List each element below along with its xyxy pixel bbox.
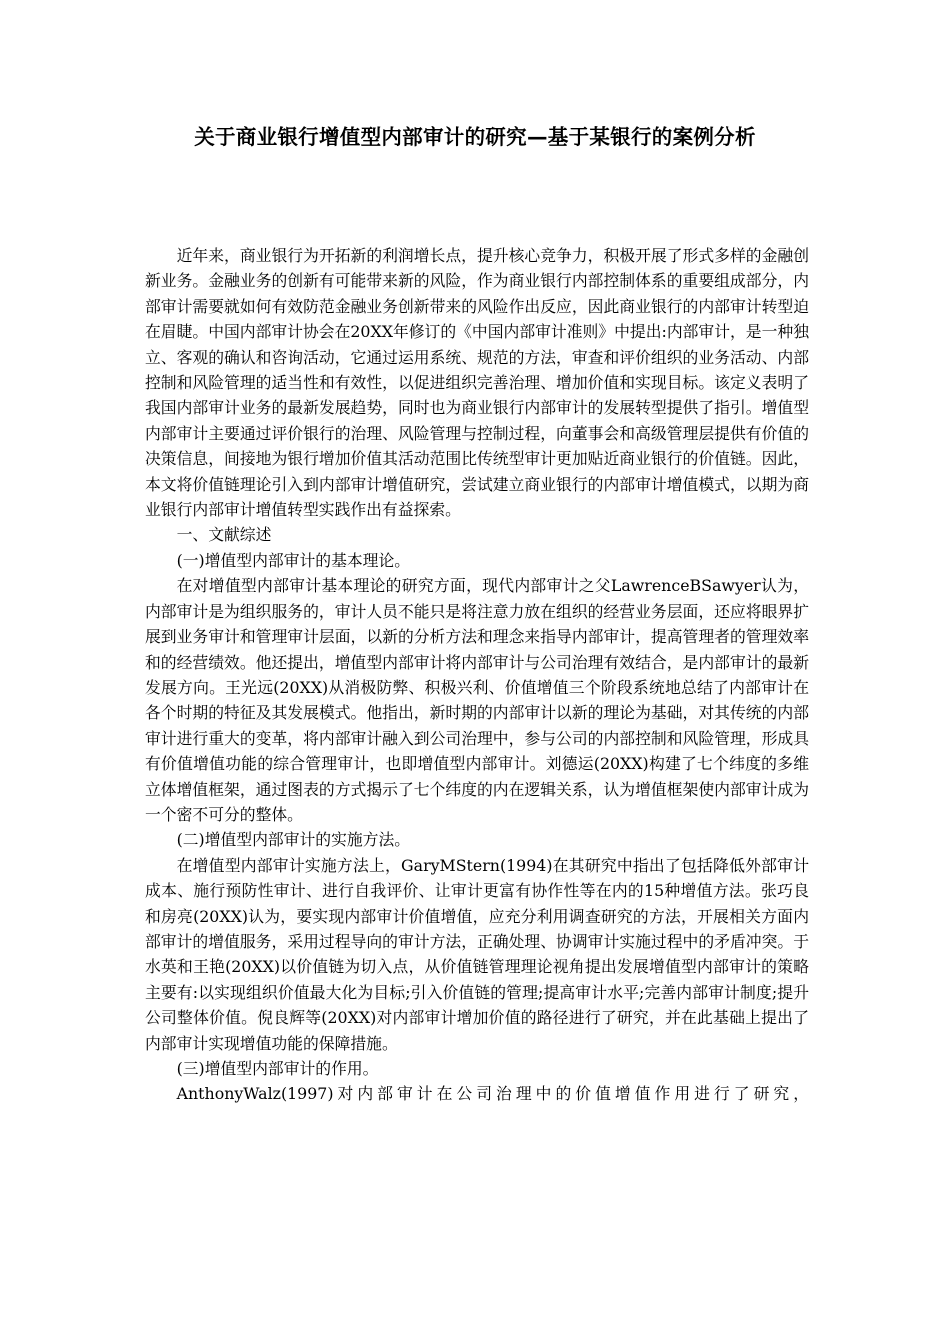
document-body — [145, 243, 809, 1107]
subsection-heading-basic-theory: (一)增值型内部审计的基本理论。 — [176, 550, 411, 570]
paragraph-role: AnthonyWalz(1997)对内部审计在公司治理中的价值增值作用进行了研究， — [176, 1084, 809, 1104]
document-title: 关于商业银行增值型内部审计的研究—基于某银行的案例分析 — [194, 125, 756, 149]
paragraph-basic-theory: 在对增值型内部审计基本理论的研究方面，现代内部审计之父LawrenceBSawyer认为，内部审计是为组织服务的，审计人员不能只是将注意力放在组织的经营业务层面，还应将眼界扩展到业务审计和管理审计层面，以新的分析方法和理念来指导内部审计，提高管理者的管理效率和的经营绩效。他还提出，增值型内部审计将内部审计与公司治理有效结合，是内部审计的最新发展方向。王光远(20XX)从消极防弊、积极兴利、价值增值三个阶段系统地总结了内部审计在各个时期的特征及其发展模式。他指出，新时期的内部审计以新的理论为基础，对其传统的内部审计进行重大的变革，将内部审计融入到公司治理中，参与公司的内部控制和风险管理，形成具有价值增值功能的综合管理审计，也即增值型内部审计。刘德运(20XX)构建了七个纬度的多维立体增值框架，通过图表的方式揭示了七个纬度的内在逻辑关系，认为增值框架使内部审计成为一个密不可分的整体。 — [145, 576, 809, 824]
subsection-heading-role: (三)增值型内部审计的作用。 — [176, 1059, 379, 1078]
paragraph-methods: 在增值型内部审计实施方法上，GaryMStern(1994)在其研究中指出了包括降低外部审计成本、施行预防性审计、进行自我评价、让审计更富有协作性等在内的15种增值方法。张巧良和房亮(20XX)认为，要实现内部审计价值增值，应充分利用调查研究的方法，开展相关方面内部审计的增值服务，采用过程导向的审计方法，正确处理、协调审计实施过程中的矛盾冲突。于水英和王艳(20XX)以价值链为切入点，从价值链管理理论视角提出发展增值型内部审计的策略主要有:以实现组织价值最大化为目标;引入价值链的管理;提高审计水平;完善内部审计制度;提升公司整体价值。倪良辉等(20XX)对内部审计增加价值的路径进行了研究，并在此基础上提出了内部审计实现增值功能的保障措施。 — [145, 855, 809, 1053]
section-heading-literature-review: 一、文献综述 — [176, 525, 272, 545]
subsection-heading-methods: (二)增值型内部审计的实施方法。 — [176, 830, 411, 850]
paragraph-intro: 近年来，商业银行为开拓新的利润增长点，提升核心竞争力，积极开展了形式多样的金融创新业务。金融业务的创新有可能带来新的风险，作为商业银行内部控制体系的重要组成部分，内部审计需要就如何有效防范金融业务创新带来的风险作出反应，因此商业银行的内部审计转型迫在眉睫。中国内部审计协会在20XX年修订的《中国内部审计准则》中提出:内部审计，是一种独立、客观的确认和咨询活动，它通过运用系统、规范的方法，审查和评价组织的业务活动、内部控制和风险管理的适当性和有效性，以促进组织完善治理、增加价值和实现目标。该定义表明了我国内部审计业务的最新发展趋势，同时也为商业银行内部审计的发展转型提供了指引。增值型内部审计主要通过评价银行的治理、风险管理与控制过程，向董事会和高级管理层提供有价值的决策信息，间接地为银行增加价值其活动范围比传统型审计更加贴近商业银行的价值链。因此，本文将价值链理论引入到内部审计增值研究，尝试建立商业银行的内部审计增值模式，以期为商业银行内部审计增值转型实践作出有益探索。 — [145, 246, 809, 520]
